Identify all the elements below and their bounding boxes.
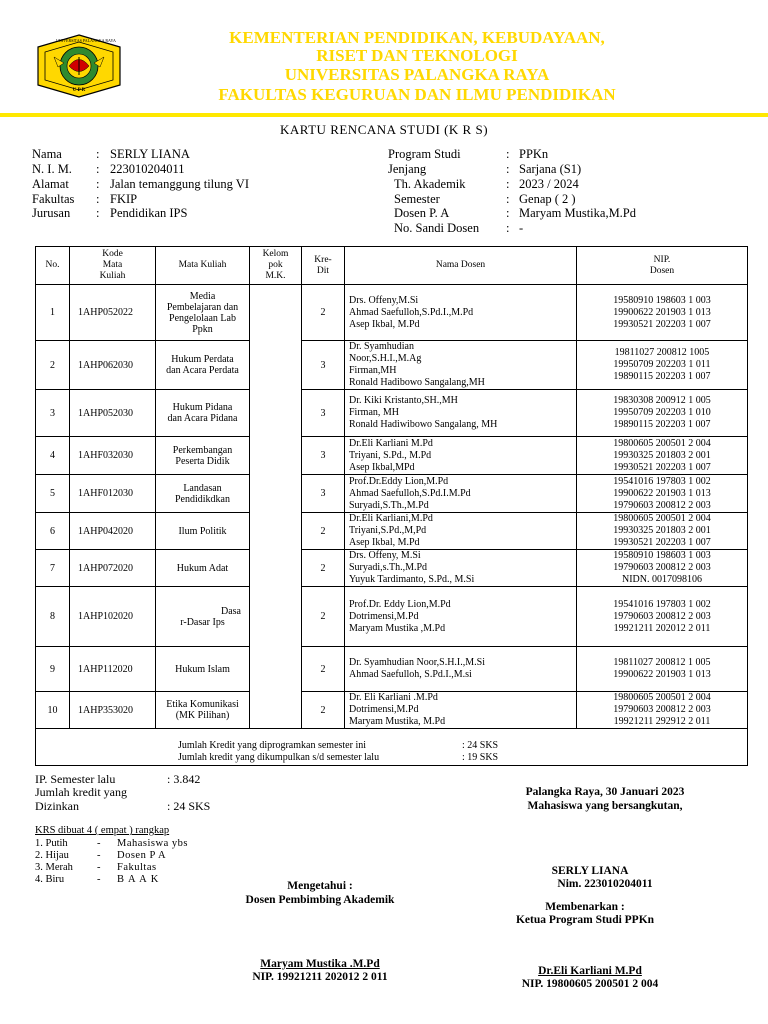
lecturer-nip: 19580910 198603 1 003 19790603 200812 2 003 NIDN. 0017098106	[577, 550, 748, 587]
table-row	[36, 437, 748, 475]
course-code: 1AHP102020	[70, 587, 156, 647]
lecturer-names: Prof.Dr.Eddy Lion,M.Pd Ahmad Saefulloh,S.Pd.I.M.Pd Suryadi,S.Th.,M.Pd	[345, 475, 577, 513]
summary-row	[36, 729, 748, 766]
approve-role: Ketua Program Studi PPKn	[515, 914, 655, 926]
row-number: 2	[36, 341, 70, 390]
course-group	[250, 341, 302, 390]
info-label: Semester	[394, 192, 440, 206]
course-name: Landasan Pendidikdkan	[156, 475, 250, 513]
info-value: SERLY LIANA	[110, 147, 190, 161]
course-credit: 2	[302, 285, 345, 341]
info-value: Sarjana (S1)	[519, 162, 582, 176]
info-label: Alamat	[32, 177, 69, 191]
ip-value: : 3.842	[167, 772, 201, 786]
course-group	[250, 390, 302, 437]
lecturer-names: Dr. Eli Karliani .M.Pd Dotrimensi,M.Pd Maryam Mustika, M.Pd	[345, 692, 577, 729]
document-title: KARTU RENCANA STUDI (K R S)	[279, 122, 489, 137]
header-kredit: Kre- Dit	[302, 247, 345, 285]
course-group	[250, 285, 302, 341]
course-code: 1AHP072020	[70, 550, 156, 587]
course-code: 1AHP062030	[70, 341, 156, 390]
info-value: Genap ( 2 )	[519, 192, 576, 206]
info-label: Program Studi	[388, 147, 461, 161]
course-code: 1AHP052030	[70, 390, 156, 437]
lecturer-nip: 19800605 200501 2 004 19790603 200812 2 003 19921211 292912 2 011	[577, 692, 748, 729]
place-date: Palangka Raya, 30 Januari 2023	[525, 786, 685, 798]
course-group	[250, 587, 302, 647]
course-group	[250, 437, 302, 475]
header-mata-kuliah: Mata Kuliah	[156, 247, 250, 285]
header-line-3: UNIVERSITAS PALANGKA RAYA	[284, 65, 550, 84]
kaprodi-nip: NIP. 19800605 200501 2 004	[521, 978, 659, 990]
course-credit: 3	[302, 475, 345, 513]
info-label: Th. Akademik	[394, 177, 466, 191]
lecturer-nip: 19811027 200812 1005 19950709 202203 1 011 19890115 202203 1 007	[577, 341, 748, 390]
table-row	[36, 475, 748, 513]
row-number: 6	[36, 513, 70, 550]
course-group	[250, 513, 302, 550]
approve-label: Membenarkan :	[545, 901, 625, 913]
course-credit: 2	[302, 647, 345, 692]
lecturer-nip: 19800605 200501 2 004 19930325 201803 2 001 19930521 202203 1 007	[577, 513, 748, 550]
info-value: FKIP	[110, 192, 138, 206]
student-role: Mahasiswa yang bersangkutan,	[527, 800, 683, 812]
summary-cell	[36, 729, 748, 766]
header-line-1: KEMENTERIAN PENDIDIKAN, KEBUDAYAAN,	[229, 28, 605, 47]
lecturer-names: Dr.Eli Karliani M.Pd Triyani, S.Pd., M.Pd Asep Ikbal,MPd	[345, 437, 577, 475]
ip-label: IP. Semester lalu	[35, 772, 116, 786]
table-row	[36, 550, 748, 587]
course-group	[250, 692, 302, 729]
credit-allowed-value: : 24 SKS	[167, 799, 211, 813]
lecturer-names: Dr.Eli Karliani,M.Pd Triyani,S.Pd.,M,Pd Asep Ikbal, M.Pd	[345, 513, 577, 550]
logo-bottom-text: U P R	[72, 88, 86, 93]
row-number: 9	[36, 647, 70, 692]
lecturer-nip: 19800605 200501 2 004 19930325 201803 2 001 19930521 202203 1 007	[577, 437, 748, 475]
course-code: 1AHP042020	[70, 513, 156, 550]
info-value: Maryam Mustika,M.Pd	[519, 206, 637, 220]
info-value: Jalan temanggung tilung VI	[110, 177, 249, 191]
table-row	[36, 285, 748, 341]
table-row	[36, 341, 748, 390]
credit-allowed-label-2: Dizinkan	[35, 799, 79, 813]
row-number: 4	[36, 437, 70, 475]
row-number: 1	[36, 285, 70, 341]
course-name: Media Pembelajaran dan Pengelolaan Lab Ppkn	[156, 285, 250, 341]
row-number: 5	[36, 475, 70, 513]
header-nip: NIP. Dosen	[577, 247, 748, 285]
university-logo	[34, 33, 124, 99]
header-kelompok: Kelom pok M.K.	[250, 247, 302, 285]
info-label: No. Sandi Dosen	[394, 221, 480, 235]
course-code: 1AHP353020	[70, 692, 156, 729]
course-credit: 2	[302, 550, 345, 587]
lecturer-nip: 19541016 197803 1 002 19790603 200812 2 003 19921211 202012 2 011	[577, 587, 748, 647]
info-label: N. I. M.	[32, 162, 72, 176]
course-group	[250, 475, 302, 513]
course-group	[250, 550, 302, 587]
acknowledge-role: Dosen Pembimbing Akademik	[245, 894, 395, 906]
lecturer-names: Dr. Syamhudian Noor,S.H.I.,M.Si Ahmad Saefulloh, S.Pd.I.,M.si	[345, 647, 577, 692]
course-credit: 2	[302, 587, 345, 647]
table-row	[36, 692, 748, 729]
lecturer-nip: 19830308 200912 1 005 19950709 202203 1 010 19890115 202203 1 007	[577, 390, 748, 437]
header-nama-dosen: Nama Dosen	[345, 247, 577, 285]
course-name: Perkembangan Peserta Didik	[156, 437, 250, 475]
info-value: -	[519, 221, 524, 235]
kaprodi-name: Dr.Eli Karliani M.Pd	[538, 965, 642, 977]
table-row	[36, 390, 748, 437]
lecturer-names: Drs. Offeny, M.Si Suryadi,s.Th.,M.Pd Yuyuk Tardimanto, S.Pd., M.Si	[345, 550, 577, 587]
course-code: 1AHF032030	[70, 437, 156, 475]
course-name: Hukum Adat	[156, 550, 250, 587]
course-name: Hukum Pidana dan Acara Pidana	[156, 390, 250, 437]
credit-allowed-label: Jumlah kredit yang	[35, 785, 127, 799]
info-label: Dosen P. A	[394, 206, 450, 220]
course-credit: 3	[302, 390, 345, 437]
lecturer-nip: 19811027 200812 1 005 19900622 201903 1 013	[577, 647, 748, 692]
table-row	[36, 513, 748, 550]
lecturer-names: Dr. Syamhudian Noor,S.H.I.,M.Ag Firman,MH Ronald Hadibowo Sangalang,MH	[345, 341, 577, 390]
lecturer-names: Dr. Kiki Kristanto,SH.,MH Firman, MH Ronald Hadiwibowo Sangalang, MH	[345, 390, 577, 437]
course-name: Hukum Islam	[156, 647, 250, 692]
course-name: Ilum Politik	[156, 513, 250, 550]
course-code: 1AHP112020	[70, 647, 156, 692]
course-code: 1AHF012030	[70, 475, 156, 513]
logo-ring-text: UNIVERSITAS PALANGKA RAYA	[56, 38, 116, 43]
lecturer-nip: 19541016 197803 1 002 19900622 201903 1 013 19790603 200812 2 003	[577, 475, 748, 513]
header-divider	[0, 113, 768, 117]
row-number: 8	[36, 587, 70, 647]
lecturer-nip: 19580910 198603 1 003 19900622 201903 1 013 19930521 202203 1 007	[577, 285, 748, 341]
summary-value: : 19 SKS	[462, 752, 499, 763]
krs-table	[35, 246, 748, 766]
course-group	[250, 647, 302, 692]
info-value: 2023 / 2024	[519, 177, 579, 191]
summary-value: : 24 SKS	[462, 740, 499, 751]
table-row	[36, 647, 748, 692]
course-name: Dasa r-Dasar Ips	[156, 587, 250, 647]
info-value: Pendidikan IPS	[110, 206, 188, 220]
course-credit: 3	[302, 437, 345, 475]
course-name: Hukum Perdata dan Acara Perdata	[156, 341, 250, 390]
info-value: PPKn	[519, 147, 549, 161]
student-signature-name: SERLY LIANA	[551, 865, 629, 877]
info-label: Nama	[32, 147, 62, 161]
info-label: Fakultas	[32, 192, 75, 206]
info-value: 223010204011	[110, 162, 185, 176]
pa-name: Maryam Mustika .M.Pd	[260, 958, 380, 970]
lecturer-names: Prof.Dr. Eddy Lion,M.Pd Dotrimensi,M.Pd Maryam Mustika ,M.Pd	[345, 587, 577, 647]
acknowledge-label: Mengetahui :	[287, 880, 353, 892]
header-line-4: FAKULTAS KEGURUAN DAN ILMU PENDIDIKAN	[218, 85, 616, 104]
table-row	[36, 587, 748, 647]
course-credit: 2	[302, 692, 345, 729]
course-credit: 2	[302, 513, 345, 550]
lecturer-names: Drs. Offeny,M.Si Ahmad Saefulloh,S.Pd.I.,M.Pd Asep Ikbal, M.Pd	[345, 285, 577, 341]
summary-label: Jumlah kredit yang dikumpulkan s/d semester lalu	[178, 752, 380, 763]
header-no: No.	[36, 247, 70, 285]
row-number: 7	[36, 550, 70, 587]
course-credit: 3	[302, 341, 345, 390]
course-name: Etika Komunikasi (MK Pilihan)	[156, 692, 250, 729]
table-header-row	[36, 247, 748, 285]
student-signature-nim: Nim. 223010204011	[557, 878, 653, 890]
info-label: Jenjang	[388, 162, 427, 176]
info-label: Jurusan	[32, 206, 71, 220]
distribution-title: KRS dibuat 4 ( empat ) rangkap	[35, 825, 170, 836]
header-line-2: RISET DAN TEKNOLOGI	[316, 46, 518, 65]
row-number: 10	[36, 692, 70, 729]
pa-nip: NIP. 19921211 202012 2 011	[252, 971, 388, 983]
course-code: 1AHP052022	[70, 285, 156, 341]
header-kode: Kode Mata Kuliah	[70, 247, 156, 285]
summary-label: Jumlah Kredit yang diprogramkan semester ini	[178, 740, 367, 751]
row-number: 3	[36, 390, 70, 437]
